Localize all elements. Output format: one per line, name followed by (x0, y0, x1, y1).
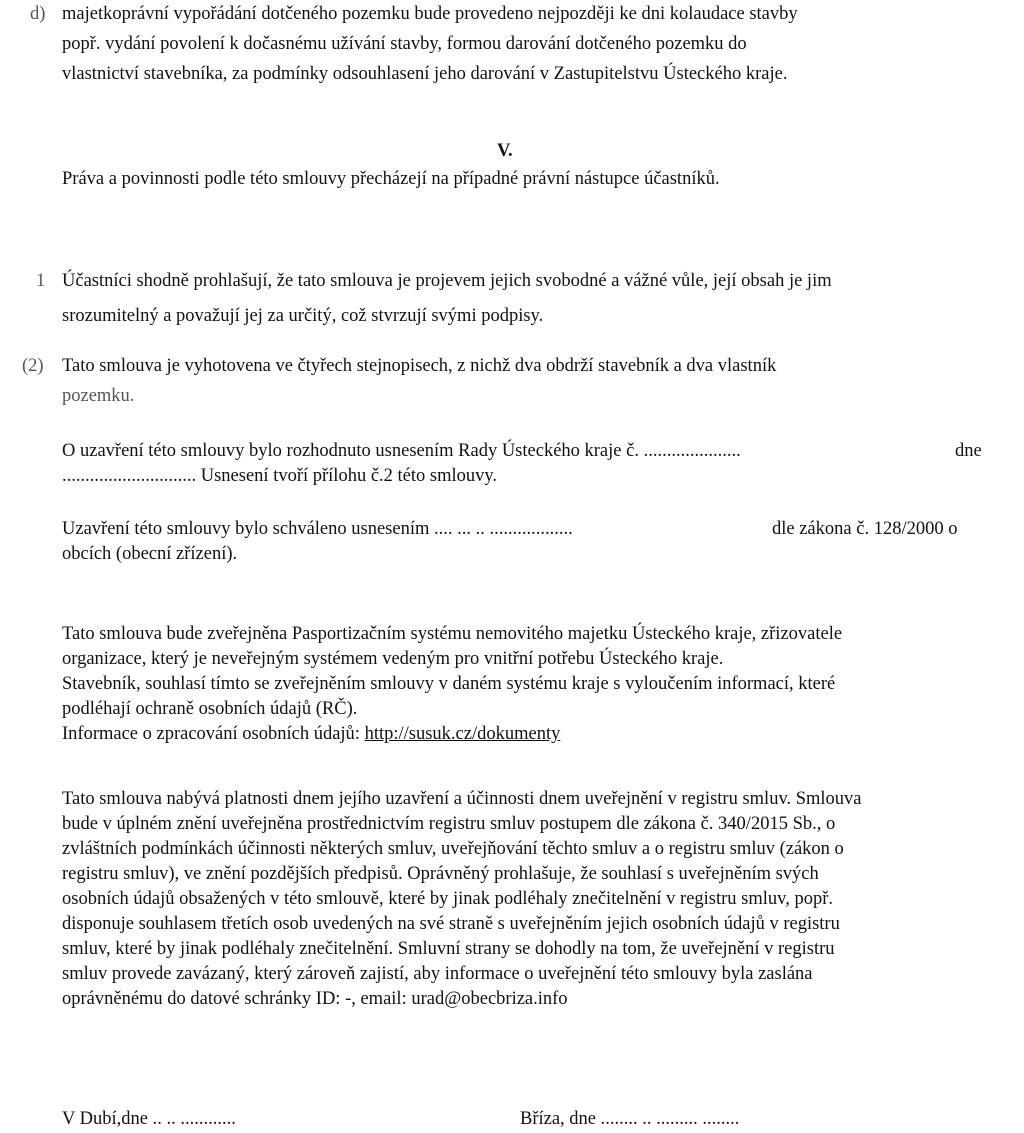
signature-right: Bříza, dne ........ .. ......... ........ (520, 1109, 740, 1129)
para-1-marker: 1 (36, 271, 46, 291)
zverejnena-line-3: Stavebník, souhlasí tímto se zveřejněním smlouvy v daném systému kraje s vyloučením informací, které (62, 674, 836, 694)
platnost-line-9: oprávněnému do datové schránky ID: -, email: urad@obecbriza.info (62, 989, 568, 1009)
platnost-line-3: zvláštních podmínkách účinnosti některých smluv, uveřejňování těchto smluv a o registru smluv (zákon o (62, 839, 844, 859)
rada-line-1: O uzavření této smlouvy bylo rozhodnuto usnesením Rady Ústeckého kraje č. ..................... (62, 441, 741, 461)
para-2-line-1: Tato smlouva je vyhotovena ve čtyřech stejnopisech, z nichž dva obdrží stavebník a dva vlastník (62, 356, 777, 376)
platnost-line-6: disponuje souhlasem třetích osob uvedených na své straně s uveřejněním jejich osobních údajů v registru (62, 914, 840, 934)
rada-line-1-dne: dne (955, 441, 982, 461)
platnost-line-2: bude v úplném znění uveřejněna prostřednictvím registru smluv postupem dle zákona č. 340/2015 Sb., o (62, 814, 836, 834)
zverejnena-line-2: organizace, který je neveřejným systémem vedeným pro vnitřní potřebu Ústeckého kraje. (62, 649, 724, 669)
info-link[interactable]: http://susuk.cz/dokumenty (364, 724, 561, 744)
signature-left: V Dubí,dne .. .. ............ (62, 1109, 236, 1129)
para-1-line-2: srozumitelný a považují jej za určitý, což stvrzují svými podpisy. (62, 306, 544, 326)
info-line (62, 723, 560, 745)
para-2-marker: (2) (22, 356, 44, 376)
section-v-text: Práva a povinnosti podle této smlouvy přecházejí na případné právní nástupce účastníků. (62, 169, 720, 189)
para-2-line-2: pozemku. (62, 386, 135, 406)
platnost-line-5: osobních údajů obsažených v této smlouvě, které by jinak podléhaly znečitelnění v registru smluv, popř. (62, 889, 833, 909)
section-d-line-2: popř. vydání povolení k dočasnému užívání stavby, formou darování dotčeného pozemku do (62, 34, 747, 54)
schvaleno-line-2: obcích (obecní zřízení). (62, 544, 238, 564)
platnost-line-4: registru smluv), ve znění pozdějších předpisů. Oprávněný prohlašuje, že souhlasí s uveřejněním svých (62, 864, 819, 884)
zverejnena-line-1: Tato smlouva bude zveřejněna Pasportizačním systému nemovitého majetku Ústeckého kraje, zřizovatele (62, 624, 843, 644)
para-1-line-1: Účastníci shodně prohlašují, že tato smlouva je projevem jejich svobodné a vážné vůle, její obsah je jim (62, 271, 832, 291)
section-v-heading: V. (497, 141, 513, 161)
section-d-marker: d) (30, 4, 46, 24)
platnost-line-1: Tato smlouva nabývá platnosti dnem jejího uzavření a účinnosti dnem uveřejnění v registru smluv. Smlouva (62, 789, 862, 809)
schvaleno-line-1-right: dle zákona č. 128/2000 o (772, 519, 958, 539)
schvaleno-line-1-left: Uzavření této smlouvy bylo schváleno usnesením .... ... .. .................. (62, 519, 573, 539)
zverejnena-line-4: podléhají ochraně osobních údajů (RČ). (62, 699, 358, 719)
platnost-line-7: smluv, které by jinak podléhaly znečitelnění. Smluvní strany se dohodly na tom, že uveřejnění v registru (62, 939, 835, 959)
section-d-line-1: majetkoprávní vypořádání dotčeného pozemku bude provedeno nejpozději ke dni kolaudace stavby (62, 4, 798, 24)
rada-line-2: ............................. Usnesení tvoří přílohu č.2 této smlouvy. (62, 466, 498, 486)
section-d-line-3: vlastnictví stavebníka, za podmínky odsouhlasení jeho darování v Zastupitelstvu Ústeckého kraje. (62, 64, 788, 84)
info-label: Informace o zpracování osobních údajů: (62, 724, 365, 744)
platnost-line-8: smluv provede zavázaný, který zároveň zajistí, aby informace o uveřejnění této smlouvy byla zaslána (62, 964, 813, 984)
